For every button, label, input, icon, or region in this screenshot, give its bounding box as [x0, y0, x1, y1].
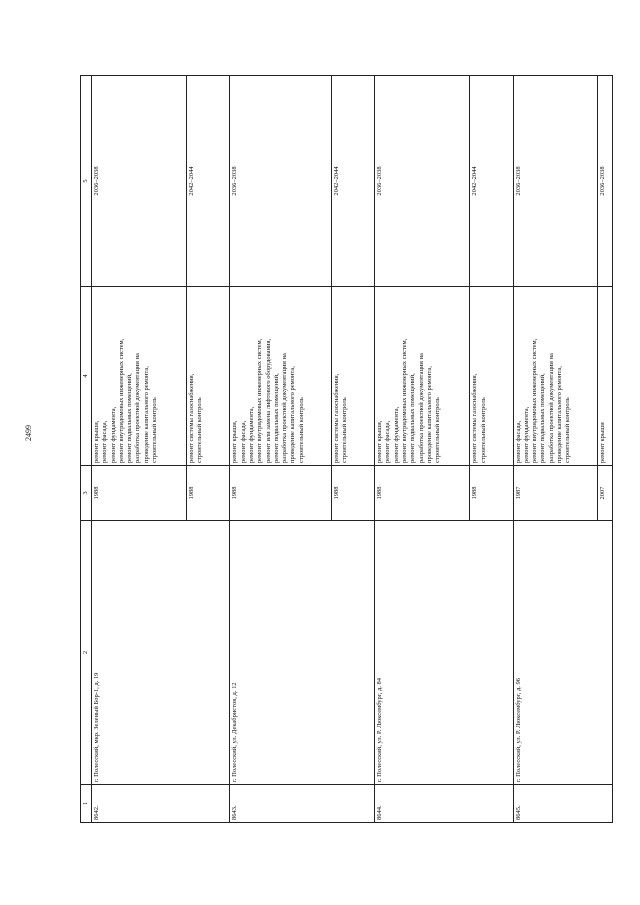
row-number: 8642.: [92, 785, 230, 823]
repair-work-item: проведение капитального ремонта,: [425, 366, 433, 463]
repair-works-list: [375, 287, 470, 466]
repair-work-item: проведение капитального ремонта,: [556, 366, 563, 463]
repair-work-item: разработка проектной документации на: [417, 353, 425, 463]
year-value: 1988: [331, 466, 374, 521]
repair-work-item: ремонт фасада,: [101, 420, 109, 463]
table-row: [375, 76, 470, 823]
header-col-2: 2: [81, 521, 92, 785]
row-number: 8645.: [513, 785, 612, 823]
repair-works-list: [513, 287, 597, 466]
repair-work-item: ремонт фундамента,: [522, 406, 530, 463]
repair-work-item: ремонт системы газоснабжения,: [188, 373, 196, 463]
repair-work-item: ремонт системы газоснабжения,: [332, 373, 340, 463]
year-value: 1988: [187, 466, 230, 521]
header-col-3: 3: [81, 466, 92, 521]
repair-works-list: [597, 287, 612, 466]
repair-work-item: разработка проектной документации на: [281, 353, 289, 463]
repair-work-item: строительный контроль: [297, 397, 305, 463]
repair-work-item: ремонт подвальных помещений,: [409, 373, 417, 463]
header-col-1: 1: [81, 785, 92, 823]
repair-work-item: ремонт фундамента,: [247, 406, 255, 463]
repair-period: 2042–2044: [187, 76, 230, 287]
repair-works-list: [92, 287, 187, 466]
year-value: 1988: [230, 466, 332, 521]
year-value: 2007: [597, 466, 612, 521]
year-value: 1987: [513, 466, 597, 521]
building-address: г. Полесский, ул. Декабристов, д. 12: [230, 521, 375, 785]
header-col-5: 5: [81, 76, 92, 287]
repair-work-item: ремонт крыши,: [376, 420, 384, 463]
repair-work-item: ремонт крыши,: [93, 420, 100, 463]
repair-work-item: ремонт фундамента,: [109, 406, 117, 463]
repair-works-list: [470, 287, 513, 466]
header-row: [81, 76, 92, 823]
table-row: [92, 76, 187, 823]
repair-period: 2036–2038: [597, 76, 612, 287]
repair-work-item: ремонт подвальных помещений,: [272, 373, 280, 463]
repair-work-item: ремонт фасада,: [239, 420, 247, 463]
header-col-4: 4: [81, 287, 92, 466]
building-address: г. Полесский, мкр. Зеленый Бор-1, д. 19: [92, 521, 230, 785]
repair-work-item: ремонт внутридомовых инженерных систем,: [256, 338, 264, 463]
repair-work-item: ремонт крыши: [598, 422, 606, 463]
year-value: 1988: [92, 466, 187, 521]
year-value: 1988: [375, 466, 470, 521]
repair-work-item: ремонт внутридомовых инженерных систем,: [401, 338, 409, 463]
repair-period: 2042–2044: [470, 76, 513, 287]
repair-work-item: ремонт фасада,: [384, 420, 392, 463]
repair-schedule-table: [80, 75, 613, 823]
repair-work-item: ремонт внутридомовых инженерных систем,: [531, 338, 539, 463]
repair-work-item: строительный контроль: [196, 397, 204, 463]
repair-works-list: [230, 287, 332, 466]
repair-work-item: строительный контроль: [151, 397, 159, 463]
repair-period: 2036–2038: [513, 76, 597, 287]
repair-work-item: строительный контроль: [564, 397, 572, 463]
rotated-table-container: [80, 76, 613, 823]
page-number: 2499: [24, 425, 33, 441]
repair-work-item: строительный контроль: [479, 397, 487, 463]
repair-work-item: ремонт или замена лифтового оборудования,: [264, 338, 272, 463]
repair-work-item: разработка проектной документации на: [547, 353, 555, 463]
year-value: 1988: [470, 466, 513, 521]
repair-work-item: строительный контроль: [341, 397, 349, 463]
repair-work-item: ремонт крыши,: [231, 420, 239, 463]
row-number: 8643.: [230, 785, 375, 823]
row-number: 8644.: [375, 785, 513, 823]
building-address: г. Полесский, ул. Р. Люксембург, д. 84: [375, 521, 513, 785]
repair-work-item: ремонт внутридомовых инженерных систем,: [117, 338, 125, 463]
repair-work-item: ремонт фундамента,: [392, 406, 400, 463]
repair-work-item: ремонт системы газоснабжения,: [471, 373, 479, 463]
table-row: [513, 76, 597, 823]
table-row: [230, 76, 332, 823]
repair-work-item: ремонт фасада,: [514, 420, 522, 463]
repair-work-item: строительный контроль: [434, 397, 442, 463]
repair-work-item: проведение капитального ремонта,: [142, 366, 150, 463]
repair-works-list: [331, 287, 374, 466]
repair-period: 2042–2044: [331, 76, 374, 287]
repair-work-item: ремонт подвальных помещений,: [539, 373, 547, 463]
building-address: г. Полесский, ул. Р. Люксембург, д. 96: [513, 521, 612, 785]
repair-work-item: проведение капитального ремонта,: [289, 366, 297, 463]
repair-work-item: ремонт подвальных помещений,: [126, 373, 134, 463]
repair-period: 2036–2038: [375, 76, 470, 287]
repair-period: 2036–2038: [92, 76, 187, 287]
repair-works-list: [187, 287, 230, 466]
repair-work-item: разработка проектной документации на: [134, 353, 142, 463]
repair-period: 2036–2038: [230, 76, 332, 287]
